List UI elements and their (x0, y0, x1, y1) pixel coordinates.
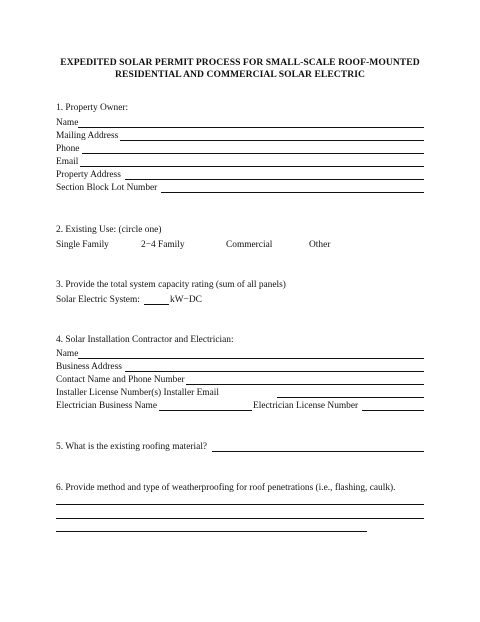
installer-license-email-label: Installer License Number(s) Installer Email (56, 388, 219, 398)
electrician-business-name-label: Electrician Business Name (56, 401, 158, 411)
contact-name-phone-field[interactable] (186, 384, 424, 385)
form-title-line-1: EXPEDITED SOLAR PERMIT PROCESS FOR SMALL-SCALE ROOF-MOUNTED (60, 57, 420, 68)
electrician-license-field[interactable] (362, 410, 424, 411)
use-option-2-4-family[interactable]: 2−4 Family (141, 240, 185, 250)
solar-system-label: Solar Electric System: (56, 295, 140, 305)
electrician-business-name-field[interactable] (159, 410, 252, 411)
owner-name-label: Name (56, 118, 79, 128)
weatherproofing-line-2[interactable] (56, 518, 424, 519)
section-4-heading: 4. Solar Installation Contractor and Electrician: (56, 335, 234, 345)
owner-phone-field[interactable] (82, 153, 424, 154)
roofing-material-field[interactable] (212, 451, 424, 452)
section-5-heading: 5. What is the existing roofing material? (56, 442, 208, 452)
capacity-unit-label: kW−DC (170, 295, 202, 305)
owner-email-label: Email (56, 157, 79, 167)
form-title-line-2: RESIDENTIAL AND COMMERCIAL SOLAR ELECTRIC (115, 69, 365, 80)
section-1-heading: 1. Property Owner: (56, 103, 129, 113)
electrician-license-label: Electrician License Number (253, 401, 359, 411)
weatherproofing-line-1[interactable] (56, 504, 424, 505)
section-3-heading: 3. Provide the total system capacity rating (sum of all panels) (56, 280, 286, 290)
section-2-heading: 2. Existing Use: (circle one) (56, 225, 162, 235)
use-option-other[interactable]: Other (309, 240, 331, 250)
owner-mailing-address-label: Mailing Address (56, 131, 119, 141)
contact-name-phone-label: Contact Name and Phone Number (56, 375, 185, 385)
section-block-lot-label: Section Block Lot Number (56, 183, 158, 193)
property-address-field[interactable] (125, 179, 424, 180)
business-address-field[interactable] (125, 371, 424, 372)
section-6-heading: 6. Provide method and type of weatherproofing for roof penetrations (i.e., flashing, caulk). (56, 483, 396, 493)
use-option-single-family[interactable]: Single Family (56, 240, 109, 250)
property-address-label: Property Address (56, 170, 121, 180)
section-block-lot-field[interactable] (161, 192, 424, 193)
owner-phone-label: Phone (56, 144, 80, 154)
contractor-name-label: Name (56, 349, 79, 359)
use-option-commercial[interactable]: Commercial (226, 240, 273, 250)
owner-name-field[interactable] (78, 127, 424, 128)
contractor-name-field[interactable] (78, 358, 424, 359)
owner-mailing-address-field[interactable] (120, 140, 424, 141)
system-capacity-field[interactable] (144, 304, 169, 305)
owner-email-field[interactable] (80, 166, 424, 167)
installer-license-email-field[interactable] (277, 397, 424, 398)
weatherproofing-line-3[interactable] (56, 531, 367, 532)
business-address-label: Business Address (56, 362, 122, 372)
